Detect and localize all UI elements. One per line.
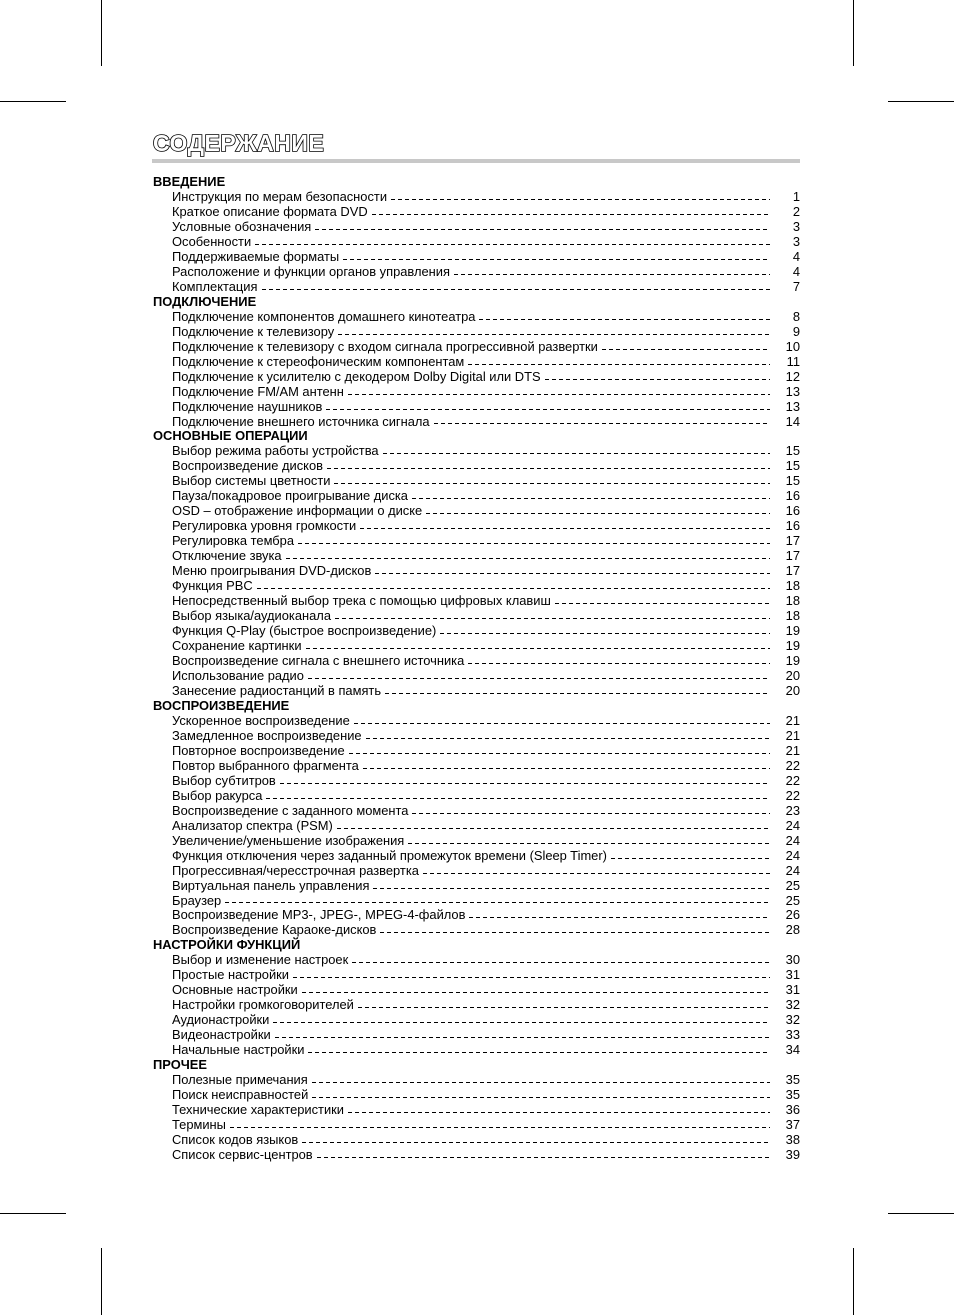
dot-leader: [280, 783, 770, 784]
toc-entry[interactable]: [153, 997, 800, 1012]
toc-page-number: 22: [785, 757, 800, 773]
toc-entry-label: Поиск неисправностей: [172, 1087, 309, 1103]
toc-entry[interactable]: [153, 773, 800, 788]
toc-page-number: 3: [792, 233, 800, 249]
toc-entry[interactable]: [153, 922, 800, 937]
dot-leader: [454, 274, 770, 275]
crop-mark: [888, 1213, 954, 1214]
toc-entry-label: Подключение FM/AM антенн: [172, 383, 344, 399]
dot-leader: [298, 543, 770, 544]
dot-leader: [408, 843, 770, 844]
section-title: ПОДКЛЮЧЕНИЕ: [153, 293, 257, 309]
toc-page-number: 16: [785, 503, 800, 519]
dot-leader: [275, 1037, 770, 1038]
toc-entry-label: Подключение компонентов домашнего кинотеатра: [172, 308, 476, 324]
toc-entry-label: Подключение к телевизору с входом сигнала прогрессивной развертки: [172, 338, 598, 354]
section-title: ВВЕДЕНИЕ: [153, 174, 226, 189]
toc-entry[interactable]: [153, 878, 800, 893]
toc-entry-label: Выбор языка/аудиоканала: [172, 608, 331, 624]
toc-entry-label: OSD – отображение информации о диске: [172, 503, 423, 519]
toc-entry-label: Подключение к стереофоническим компонентам: [172, 353, 465, 369]
toc-page-number: 32: [785, 997, 800, 1013]
toc-entry[interactable]: [153, 653, 800, 668]
toc-entry-label: Краткое описание формата DVD: [172, 203, 368, 219]
dot-leader: [366, 738, 770, 739]
section-title: НАСТРОЙКИ ФУНКЦИЙ: [153, 937, 301, 953]
toc-page-number: 24: [785, 817, 800, 833]
toc-entry-label: Функция PBC: [172, 578, 253, 594]
toc-entry-label: Подключение к телевизору: [172, 323, 335, 339]
toc-page-number: 30: [785, 952, 800, 968]
dot-leader: [469, 917, 770, 918]
toc-page-number: 19: [785, 623, 800, 639]
toc-entry[interactable]: [153, 458, 800, 473]
dot-leader: [326, 409, 770, 410]
toc-entry[interactable]: [153, 533, 800, 548]
toc-section-heading: [153, 174, 800, 189]
toc-entry[interactable]: [153, 443, 800, 458]
toc-entry-label: Пауза/покадровое проигрывание диска: [172, 488, 408, 504]
toc-entry[interactable]: [153, 324, 800, 339]
toc-entry-label: Поддерживаемые форматы: [172, 248, 340, 264]
toc-entry-label: Основные настройки: [172, 982, 298, 998]
toc-entry-label: Аудионастройки: [172, 1012, 270, 1028]
crop-mark: [101, 1248, 102, 1315]
toc-page-number: 13: [785, 383, 800, 399]
toc-entry[interactable]: [153, 503, 800, 518]
dot-leader: [360, 528, 770, 529]
toc-entry[interactable]: [153, 279, 800, 294]
toc-entry-label: Выбор ракурса: [172, 787, 263, 803]
toc-entry[interactable]: [153, 548, 800, 563]
toc-section-heading: [153, 937, 800, 952]
toc-entry-label: Инструкция по мерам безопасности: [172, 188, 388, 204]
toc-entry[interactable]: [153, 414, 800, 429]
dot-leader: [335, 618, 770, 619]
toc-entry[interactable]: [153, 713, 800, 728]
toc-entry-label: Подключение наушников: [172, 398, 323, 414]
toc-entry-label: Функция Q-Play (быстрое воспроизведение): [172, 623, 437, 639]
toc-page-number: 19: [785, 653, 800, 668]
dot-leader: [426, 513, 770, 514]
toc-page-number: 3: [792, 218, 800, 234]
toc-page-number: 15: [785, 473, 800, 489]
dot-leader: [468, 663, 770, 664]
toc-page-number: 14: [785, 413, 800, 429]
toc-entry-label: Замедленное воспроизведение: [172, 727, 362, 743]
dot-leader: [372, 214, 770, 215]
toc-page-number: 18: [785, 593, 800, 609]
dot-leader: [343, 259, 770, 260]
toc-entry-label: Настройки громкоговорителей: [172, 997, 354, 1013]
toc-entry[interactable]: [153, 967, 800, 982]
dot-leader: [352, 962, 770, 963]
toc-entry[interactable]: [153, 1042, 800, 1057]
toc-entry-label: Виртуальная панель управления: [172, 877, 370, 893]
dot-leader: [602, 349, 770, 350]
toc-page-number: 31: [785, 967, 800, 983]
toc-entry-label: Видеонастройки: [172, 1027, 271, 1043]
toc-page-number: 16: [785, 488, 800, 504]
crop-mark: [853, 0, 854, 66]
crop-mark: [888, 101, 954, 102]
section-title: ВОСПРОИЗВЕДЕНИЕ: [153, 697, 290, 713]
dot-leader: [412, 813, 770, 814]
toc-entry-label: Начальные настройки: [172, 1042, 305, 1058]
toc-page-number: 26: [785, 907, 800, 923]
toc-page-number: 32: [785, 1012, 800, 1028]
toc-entry-label: Функция отключения через заданный промежуток времени (Sleep Timer): [172, 847, 607, 863]
dot-leader: [273, 1022, 770, 1023]
toc-entry[interactable]: [153, 578, 800, 593]
toc-entry[interactable]: [153, 593, 800, 608]
toc-entry[interactable]: [153, 354, 800, 369]
toc-entry[interactable]: [153, 1012, 800, 1027]
dot-leader: [312, 1082, 770, 1083]
toc-entry-label: Выбор и изменение настроек: [172, 952, 349, 968]
dot-leader: [317, 1157, 770, 1158]
toc-page-number: 22: [785, 772, 800, 788]
dot-leader: [383, 453, 770, 454]
toc-entry[interactable]: [153, 309, 800, 324]
toc-page-number: 10: [785, 338, 800, 354]
toc-entry-label: Воспроизведение Караоке-дисков: [172, 922, 377, 938]
toc-page-number: 24: [785, 832, 800, 848]
toc-page-number: 18: [785, 608, 800, 624]
toc-page-number: 34: [785, 1042, 800, 1058]
toc-entry[interactable]: [153, 488, 800, 503]
toc-entry[interactable]: [153, 234, 800, 249]
dot-leader: [334, 483, 770, 484]
toc-page-number: 35: [785, 1072, 800, 1088]
dot-leader: [302, 1142, 770, 1143]
toc-entry-label: Технические характеристики: [172, 1102, 345, 1118]
dot-leader: [225, 902, 770, 903]
toc-entry[interactable]: [153, 219, 800, 234]
toc-entry[interactable]: [153, 803, 800, 818]
section-title: ПРОЧЕЕ: [153, 1057, 207, 1073]
toc-entry-label: Меню проигрывания DVD-дисков: [172, 563, 372, 579]
dot-leader: [349, 753, 770, 754]
toc-entry[interactable]: [153, 1087, 800, 1102]
toc-entry-label: Выбор режима работы устройства: [172, 443, 379, 459]
dot-leader: [479, 319, 770, 320]
toc-page-number: 17: [785, 563, 800, 579]
dot-leader: [262, 289, 771, 290]
toc-entry[interactable]: [153, 952, 800, 967]
toc-page-number: 17: [785, 533, 800, 549]
toc-entry[interactable]: [153, 1027, 800, 1042]
toc-entry-label: Простые настройки: [172, 967, 289, 983]
toc-entry-label: Полезные примечания: [172, 1072, 308, 1088]
toc-page-number: 31: [785, 982, 800, 998]
toc-entry-label: Регулировка тембра: [172, 533, 295, 549]
toc-entry[interactable]: [153, 788, 800, 803]
toc-page-number: 1: [792, 188, 800, 204]
toc-entry[interactable]: [153, 384, 800, 399]
dot-leader: [380, 932, 770, 933]
toc-page-number: 2: [792, 203, 800, 219]
toc-page-number: 21: [785, 742, 800, 758]
toc-entry-label: Комплектация: [172, 278, 258, 294]
dot-leader: [266, 798, 770, 799]
toc-entry-label: Воспроизведение дисков: [172, 458, 323, 474]
dot-leader: [302, 992, 770, 993]
toc-entry-label: Повтор выбранного фрагмента: [172, 757, 359, 773]
toc-entry[interactable]: [153, 833, 800, 848]
toc-entry[interactable]: [153, 863, 800, 878]
toc-page-number: 33: [785, 1027, 800, 1043]
toc-section-heading: [153, 428, 800, 443]
dot-leader: [375, 573, 770, 574]
dot-leader: [337, 828, 770, 829]
toc-entry-label: Прогрессивная/чересстрочная развертка: [172, 862, 419, 878]
dot-leader: [545, 379, 770, 380]
toc-entry-label: Список сервис-центров: [172, 1146, 313, 1162]
toc-page-number: 37: [785, 1117, 800, 1133]
toc-entry[interactable]: [153, 264, 800, 279]
page-title: СОДЕРЖАНИЕ: [153, 130, 325, 156]
dot-leader: [312, 1097, 770, 1098]
dot-leader: [308, 1052, 770, 1053]
crop-mark: [101, 0, 102, 66]
table-of-contents: [153, 174, 800, 1162]
toc-page-number: 9: [792, 323, 800, 339]
crop-mark: [0, 101, 66, 102]
toc-entry[interactable]: [153, 638, 800, 653]
toc-section-heading: [153, 294, 800, 309]
toc-entry-label: Отключение звука: [172, 548, 282, 564]
toc-entry-label: Увеличение/уменьшение изображения: [172, 832, 405, 848]
dot-leader: [327, 468, 770, 469]
toc-entry[interactable]: [153, 1117, 800, 1132]
toc-entry[interactable]: [153, 668, 800, 683]
toc-entry[interactable]: [153, 982, 800, 997]
toc-entry[interactable]: [153, 339, 800, 354]
dot-leader: [385, 693, 770, 694]
toc-entry-label: Подключение внешнего источника сигнала: [172, 413, 430, 429]
toc-page-number: 4: [792, 248, 800, 264]
dot-leader: [315, 229, 770, 230]
toc-page-number: 12: [785, 368, 800, 384]
dot-leader: [230, 1127, 770, 1128]
dot-leader: [257, 588, 770, 589]
toc-page-number: 15: [785, 458, 800, 474]
dot-leader: [391, 199, 770, 200]
toc-entry[interactable]: [153, 728, 800, 743]
toc-page-number: 13: [785, 398, 800, 414]
toc-entry[interactable]: [153, 189, 800, 204]
toc-entry[interactable]: [153, 1102, 800, 1117]
toc-page-number: 25: [785, 877, 800, 893]
toc-page-number: 18: [785, 578, 800, 594]
dot-leader: [363, 768, 770, 769]
toc-page-number: 36: [785, 1102, 800, 1118]
toc-section-heading: [153, 1057, 800, 1072]
toc-entry-label: Воспроизведение сигнала с внешнего источника: [172, 653, 465, 668]
toc-entry-label: Условные обозначения: [172, 218, 312, 234]
toc-page-number: 19: [785, 638, 800, 654]
toc-page-number: 11: [786, 353, 800, 369]
toc-entry[interactable]: [153, 893, 800, 908]
toc-entry[interactable]: [153, 758, 800, 773]
toc-page-number: 28: [785, 922, 800, 938]
dot-leader: [358, 1007, 770, 1008]
dot-leader: [293, 977, 770, 978]
toc-entry[interactable]: [153, 399, 800, 414]
toc-page-number: 4: [792, 263, 800, 279]
toc-page-number: 25: [785, 892, 800, 908]
toc-page-number: 16: [785, 518, 800, 534]
toc-entry-label: Термины: [172, 1117, 226, 1133]
crop-mark: [853, 1248, 854, 1315]
toc-page-number: 20: [785, 667, 800, 683]
toc-page-number: 21: [785, 727, 800, 743]
toc-entry[interactable]: [153, 743, 800, 758]
toc-entry-label: Непосредственный выбор трека с помощью цифровых клавиш: [172, 593, 551, 609]
toc-entry-label: Воспроизведение с заданного момента: [172, 802, 409, 818]
dot-leader: [555, 603, 770, 604]
toc-entry[interactable]: [153, 683, 800, 698]
toc-page-number: 22: [785, 787, 800, 803]
toc-entry-label: Выбор системы цветности: [172, 473, 331, 489]
toc-entry-label: Список кодов языков: [172, 1132, 299, 1147]
toc-entry[interactable]: [153, 1147, 800, 1162]
dot-leader: [434, 423, 770, 424]
dot-leader: [423, 873, 770, 874]
toc-entry-label: Повторное воспроизведение: [172, 742, 345, 758]
toc-entry-label: Занесение радиостанций в память: [172, 682, 382, 698]
toc-page-number: 23: [785, 802, 800, 818]
toc-entry[interactable]: [153, 369, 800, 384]
toc-entry[interactable]: [153, 623, 800, 638]
dot-leader: [611, 858, 770, 859]
toc-entry[interactable]: [153, 848, 800, 863]
toc-entry[interactable]: [153, 204, 800, 219]
toc-page-number: 8: [792, 308, 800, 324]
toc-entry[interactable]: [153, 608, 800, 623]
dot-leader: [354, 723, 770, 724]
dot-leader: [338, 334, 770, 335]
toc-entry-label: Использование радио: [172, 667, 304, 683]
dot-leader: [468, 364, 770, 365]
toc-page-number: 17: [785, 548, 800, 564]
dot-leader: [286, 558, 770, 559]
toc-entry[interactable]: [153, 473, 800, 488]
toc-entry-label: Регулировка уровня громкости: [172, 518, 357, 534]
toc-page-number: 39: [785, 1146, 800, 1162]
toc-entry[interactable]: [153, 1072, 800, 1087]
toc-page-number: 24: [785, 862, 800, 878]
toc-entry-label: Анализатор спектра (PSM): [172, 817, 333, 833]
dot-leader: [373, 888, 770, 889]
toc-entry-label: Браузер: [172, 892, 222, 908]
toc-page-number: 7: [792, 278, 800, 294]
toc-page-number: 35: [785, 1087, 800, 1103]
dot-leader: [306, 648, 770, 649]
toc-entry[interactable]: [153, 563, 800, 578]
toc-entry[interactable]: [153, 249, 800, 264]
toc-page-number: 21: [785, 712, 800, 728]
dot-leader: [308, 678, 770, 679]
dot-leader: [255, 244, 770, 245]
toc-entry-label: Расположение и функции органов управления: [172, 263, 450, 279]
dot-leader: [348, 1112, 770, 1113]
toc-page-number: 24: [785, 847, 800, 863]
toc-entry[interactable]: [153, 818, 800, 833]
toc-entry[interactable]: [153, 907, 800, 922]
toc-entry-label: Воспроизведение MP3-, JPEG-, MPEG-4-файлов: [172, 907, 466, 923]
toc-page-number: 15: [785, 443, 800, 459]
toc-entry-label: Особенности: [172, 233, 252, 249]
toc-page-number: 38: [785, 1132, 800, 1147]
section-title: ОСНОВНЫЕ ОПЕРАЦИИ: [153, 428, 308, 444]
toc-entry-label: Выбор субтитров: [172, 772, 276, 788]
dot-leader: [348, 394, 770, 395]
dot-leader: [412, 498, 770, 499]
crop-mark: [0, 1213, 66, 1214]
toc-entry-label: Подключение к усилителю с декодером Dolby Digital или DTS: [172, 368, 541, 384]
dot-leader: [440, 633, 770, 634]
toc-entry[interactable]: [153, 518, 800, 533]
toc-section-heading: [153, 698, 800, 713]
toc-page-number: 20: [785, 682, 800, 698]
toc-entry-label: Сохранение картинки: [172, 638, 302, 654]
toc-entry[interactable]: [153, 1132, 800, 1147]
toc-entry-label: Ускоренное воспроизведение: [172, 712, 350, 728]
title-rule: [152, 159, 800, 163]
